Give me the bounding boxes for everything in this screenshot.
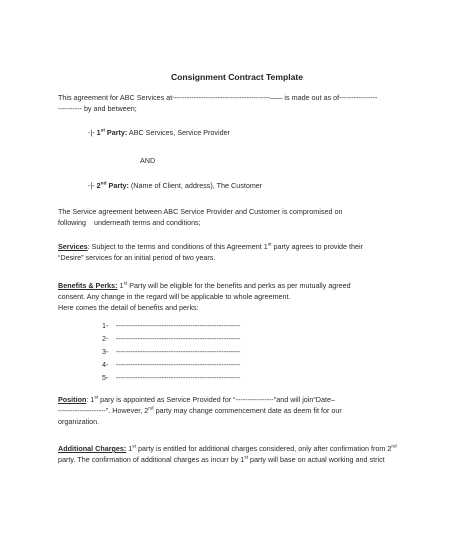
services-heading: Services [58,242,88,251]
services-paragraph: Services: Subject to the terms and conditions of this Agreement 1st party agrees to provide their “Desire” services for an initial period of two years. [58,242,364,263]
benefit-item: 2- ---------------------------------------------------- [102,334,241,343]
party-2: -|- 2nd Party: (Name of Client, address), The Customer [88,181,263,190]
benefit-item: 4- ---------------------------------------------------- [102,360,241,369]
benefit-item: 3- ---------------------------------------------------- [102,347,241,356]
intro-line-2: ---------- by and between; [58,104,137,114]
intro-line-1: This agreement for ABC Services at-----------------------------------------––– is made out as of---------------- [58,93,378,102]
additional-charges-heading: Additional Charges: [58,444,127,453]
intro-paragraph [58,92,420,114]
position-heading: Position [58,395,87,404]
document-title: Consignment Contract Template [170,72,304,82]
bullet-icon: -|- [88,128,95,137]
position-paragraph: Position: 1st pary is appointed as Service Provided for “----------------”and will join“Date– --------------------”. However, 2nd party may change commencement date as deem fit for our organization. [58,395,342,427]
benefit-item: 1- ---------------------------------------------------- [102,321,241,330]
service-agreement-paragraph: The Service agreement between ABC Service Provider and Customer is compromised on following underneath terms and conditions; [58,207,343,228]
party-1: -|- 1st Party: ABC Services, Service Provider [88,128,230,137]
bullet-icon: -|- [88,181,95,190]
additional-charges-paragraph: Additional Charges: 1st party is entitled for additional charges considered, only after confirmation from 2nd party. The confirmation of additional charges as incurr by 1st party will base on actual working and strict [58,444,397,465]
benefit-item: 5- ---------------------------------------------------- [102,373,241,382]
benefits-heading: Benefits & Perks: [58,281,118,290]
benefits-paragraph: Benefits & Perks: 1st Party will be eligible for the benefits and perks as per mutually agreed consent. Any change in the regard will be applicable to whole agreement. Here comes the detail of benefits and perks: [58,281,351,313]
and-label: AND [140,156,156,165]
